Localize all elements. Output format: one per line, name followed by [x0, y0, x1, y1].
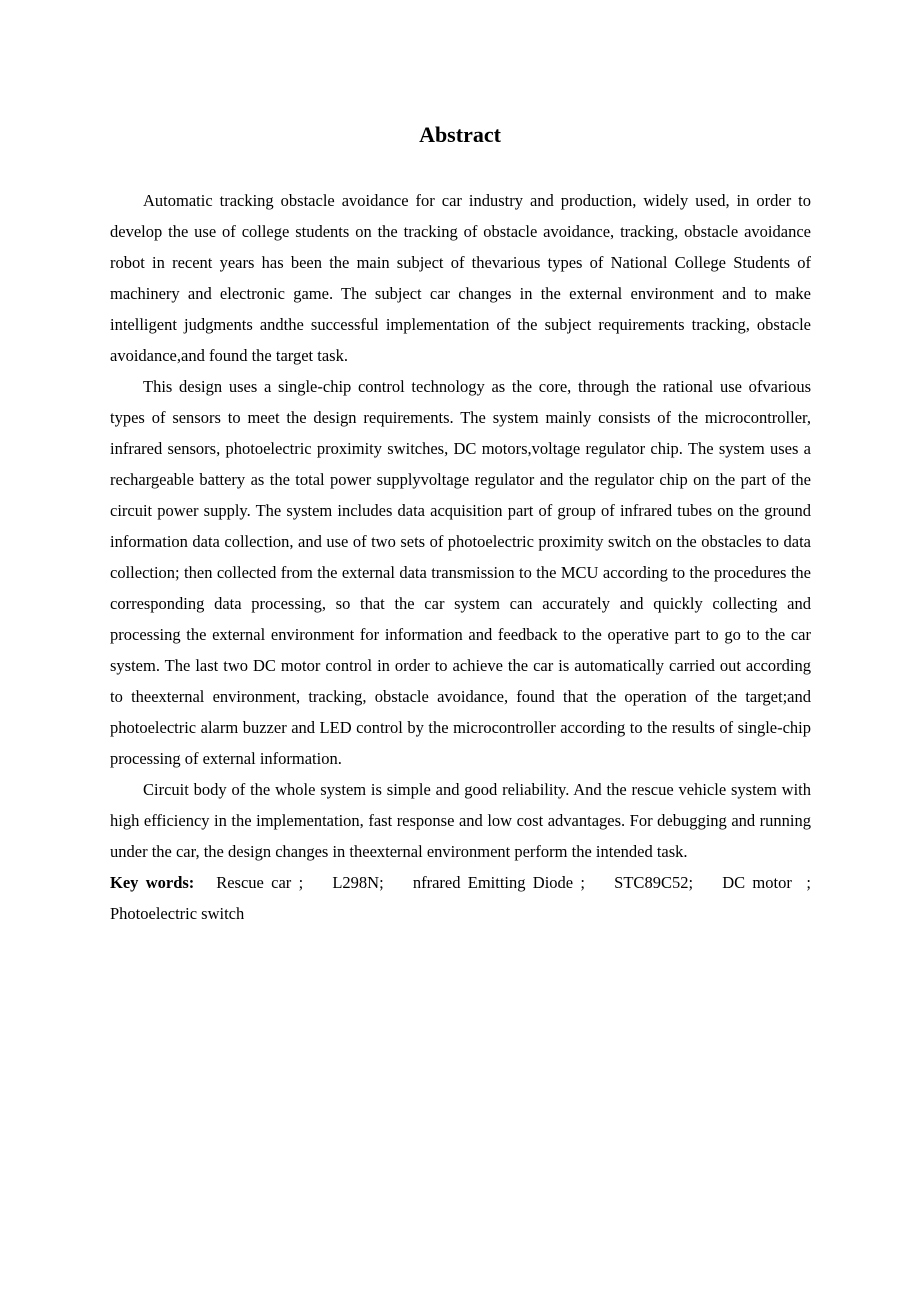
abstract-paragraph-3: Circuit body of the whole system is simple and good reliability. And the rescue vehicle system with high efficiency in the implementation, fast response and low cost advantages. For debugging and running under the car, the design changes in theexternal environment perform the intended task.	[110, 780, 811, 861]
abstract-body	[110, 185, 820, 929]
abstract-title: Abstract	[419, 122, 501, 147]
abstract-paragraph-1: Automatic tracking obstacle avoidance for car industry and production, widely used, in order to develop the use of college students on the tracking of obstacle avoidance, tracking, obstacle avoidance robot in recent years has been the main subject of thevarious types of National College Students of machinery and electronic game. The subject car changes in the external environment and to make intelligent judgments andthe successful implementation of the subject requirements tracking, obstacle avoidance,and found the target task.	[110, 191, 811, 365]
keywords-label: Key words:	[110, 873, 195, 892]
abstract-paragraph-2: This design uses a single-chip control technology as the core, through the rational use ofvarious types of sensors to meet the design requirements. The system mainly consists of the microcontroller, infrared sensors, photoelectric proximity switches, DC motors,voltage regulator chip. The system uses a rechargeable battery as the total power supplyvoltage regulator and the regulator chip on the part of the circuit power supply. The system includes data acquisition part of group of infrared tubes on the ground information data collection, and use of two sets of photoelectric proximity switch on the obstacles to data collection; then collected from the external data transmission to the MCU according to the procedures the corresponding data processing, so that the car system can accurately and quickly collecting and processing the external environment for information and feedback to the operative part to go to the car system. The last two DC motor control in order to achieve the car is automatically carried out according to theexternal environment, tracking, obstacle avoidance, found that the operation of the target;and photoelectric alarm buzzer and LED control by the microcontroller according to the results of single-chip processing of external information.	[110, 377, 811, 768]
keywords-text: Rescue car ; L298N; nfrared Emitting Diode ; STC89C52; DC motor ; Photoelectric switch	[110, 873, 820, 923]
keywords-line	[110, 867, 820, 929]
